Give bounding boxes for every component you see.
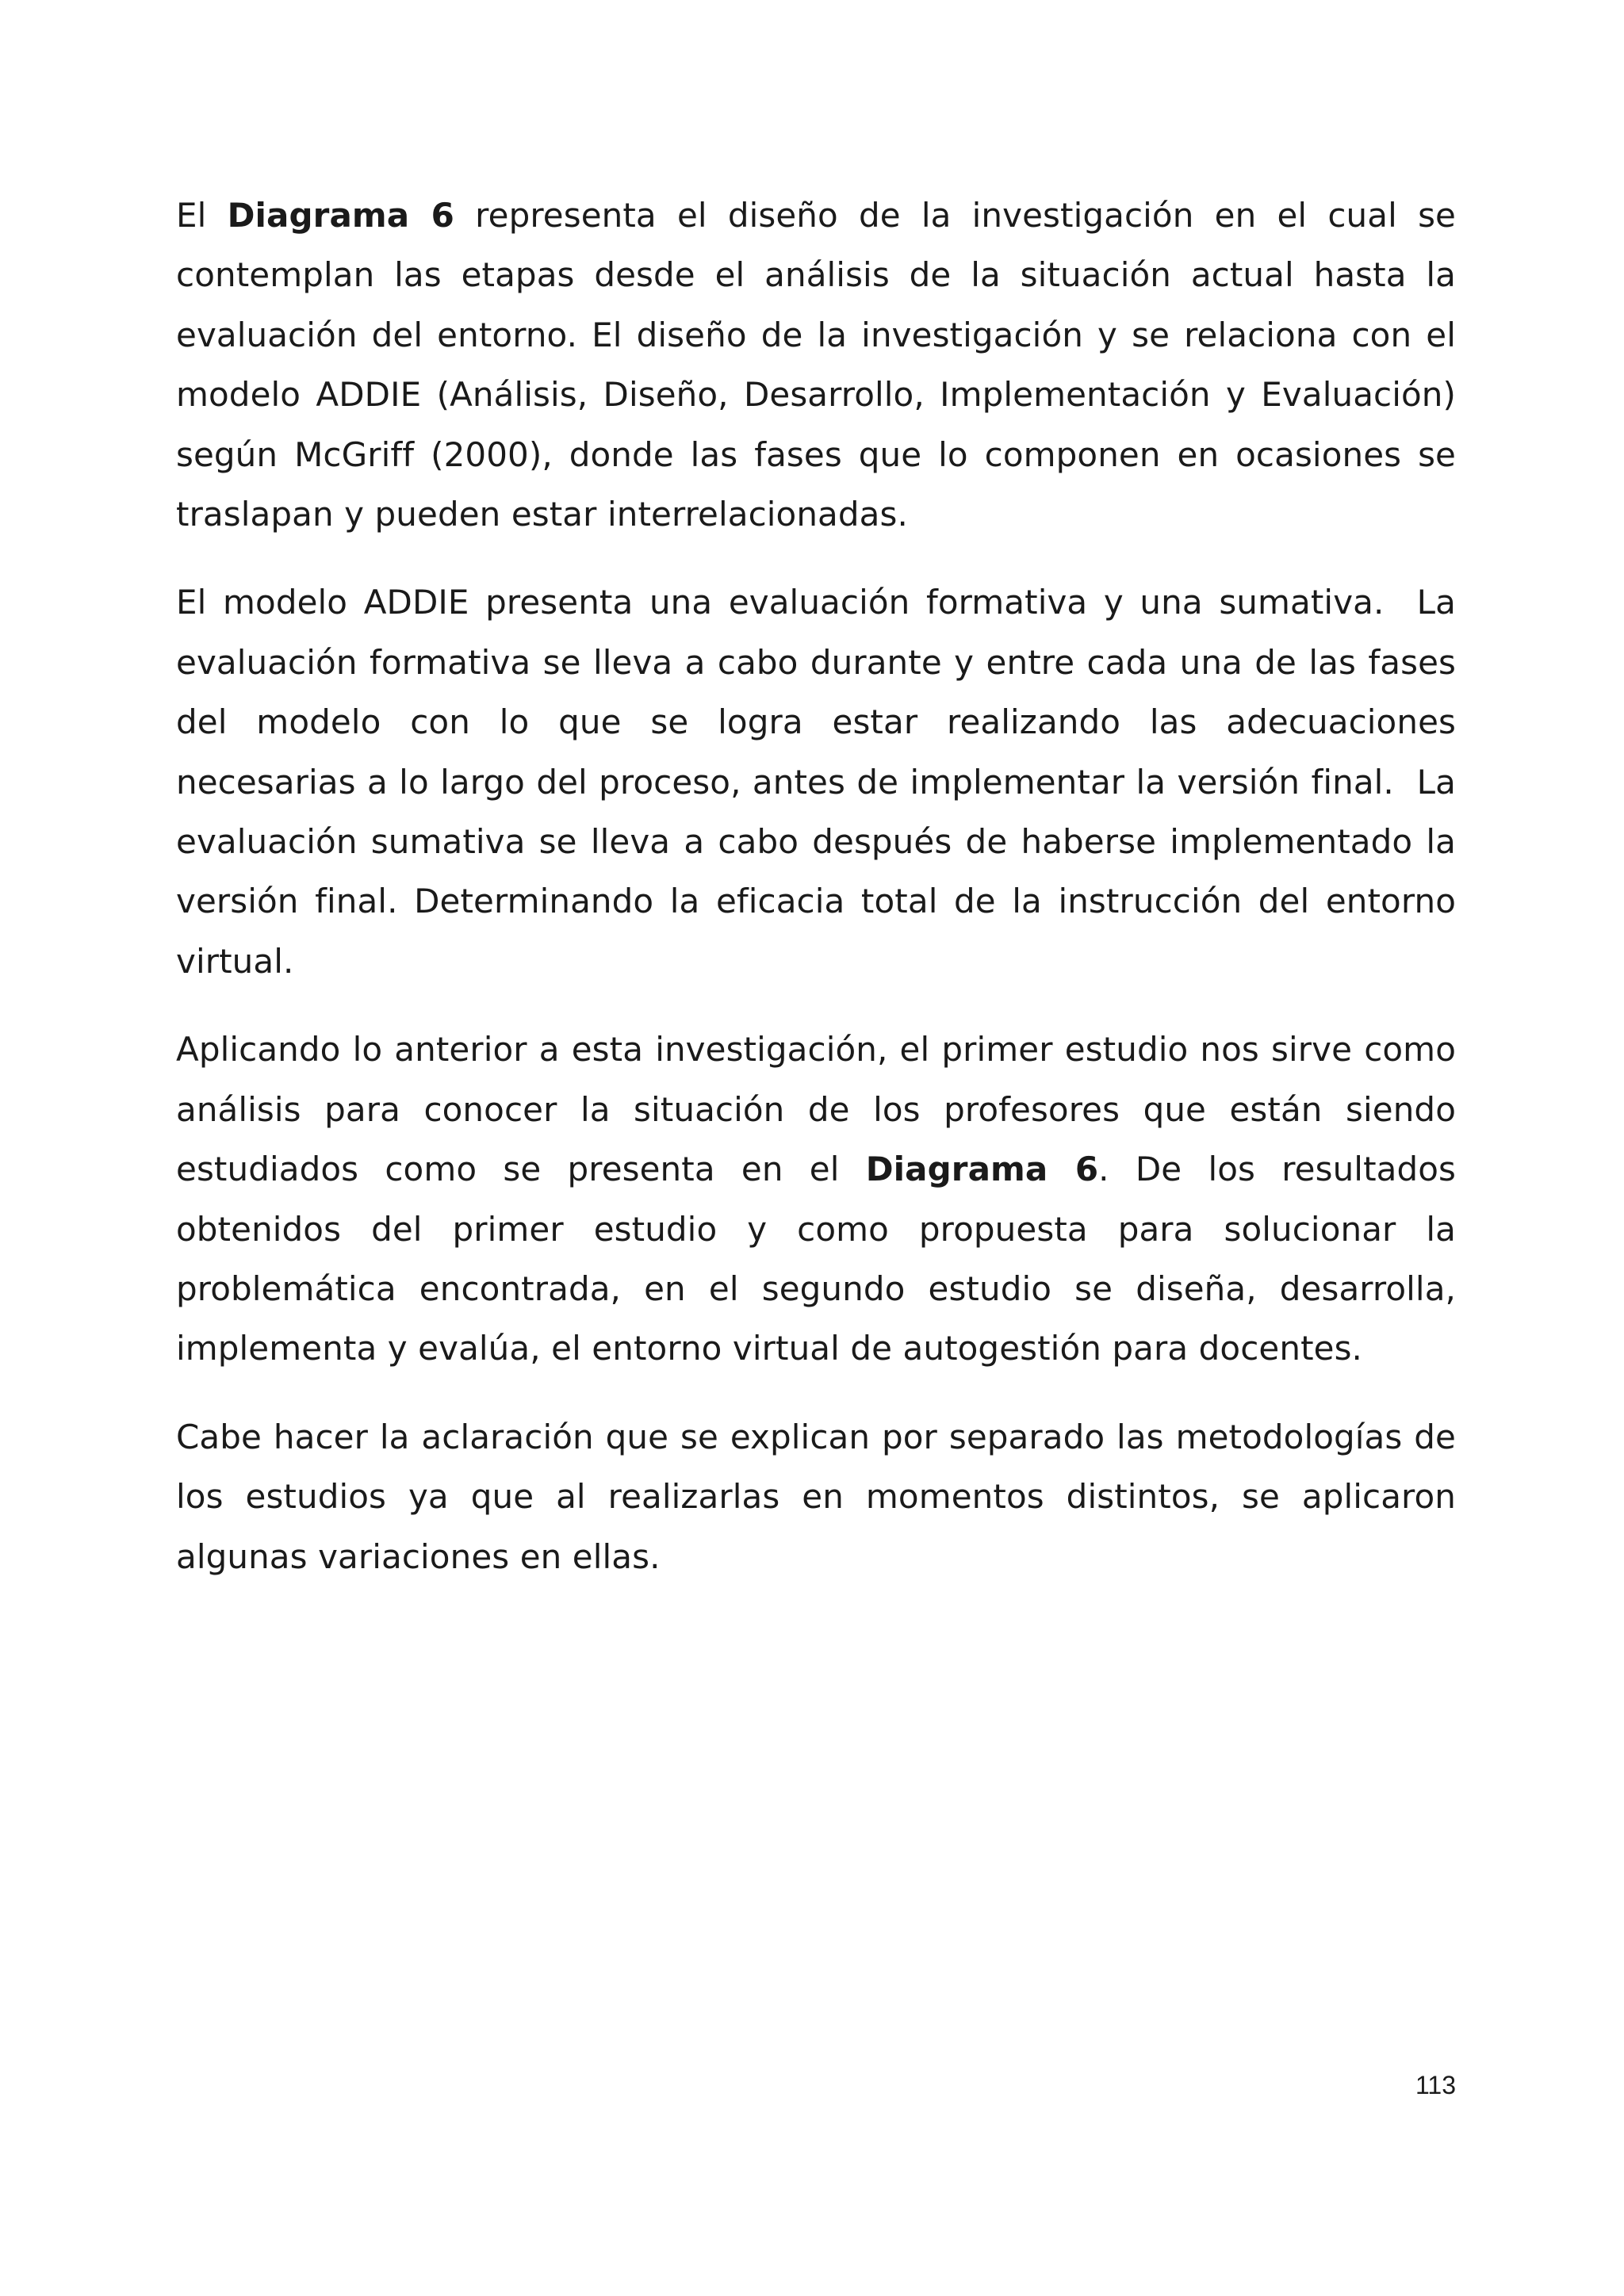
paragraph-4-text-1: Cabe hacer la aclaración que se explican por separado las metodologías de los estudios ya que al realizarlas en momentos distintos, se aplicaron algunas variaciones en ellas.: [176, 1417, 1456, 1576]
paragraph-4: [176, 1407, 1456, 1586]
paragraph-1-text-1: El: [176, 196, 228, 235]
paragraph-2: [176, 572, 1467, 991]
paragraph-3-bold-reference: Diagrama 6: [865, 1150, 1099, 1189]
paragraph-3-text-2: . De los resultados obtenidos del primer estudio y como propuesta para solucionar la problemática encontrada, en el segundo estudio se diseña, desarrolla, implementa y evalúa, el entorno virtual de autogestión para docentes.: [176, 1150, 1457, 1368]
paragraph-2-text-1: El modelo ADDIE presenta una evaluación formativa y una sumativa. La evaluación formativa se lleva a cabo durante y entre cada una de las fases del modelo con lo que se logra estar realizando las adecuaciones necesarias a lo largo del proceso, antes de implementar la versión final. La evaluación sumativa se lleva a cabo después de haberse implementado la versión final. Determinando la eficacia total de la instrucción del entorno virtual.: [176, 583, 1467, 981]
paragraph-1-bold-reference: Diagrama 6: [227, 196, 454, 235]
document-body: [176, 186, 1467, 1615]
paragraph-1: [176, 186, 1456, 544]
paragraph-1-text-2: representa el diseño de la investigación en el cual se contemplan las etapas desde el análisis de la situación actual hasta la evaluación del entorno. El diseño de la investigación y se relaciona con el modelo ADDIE (Análisis, Diseño, Desarrollo, Implementación y Evaluación) según McGriff (2000), donde las fases que lo componen en ocasiones se traslapan y pueden estar interrelacionadas.: [176, 196, 1456, 534]
paragraph-3-text-1: Aplicando lo anterior a esta investigación, el primer estudio nos sirve como análisis para conocer la situación de los profesores que están siendo estudiados como se presenta en el: [176, 1030, 1456, 1189]
page-number: 113: [1415, 2071, 1456, 2099]
paragraph-3: [176, 1020, 1456, 1378]
